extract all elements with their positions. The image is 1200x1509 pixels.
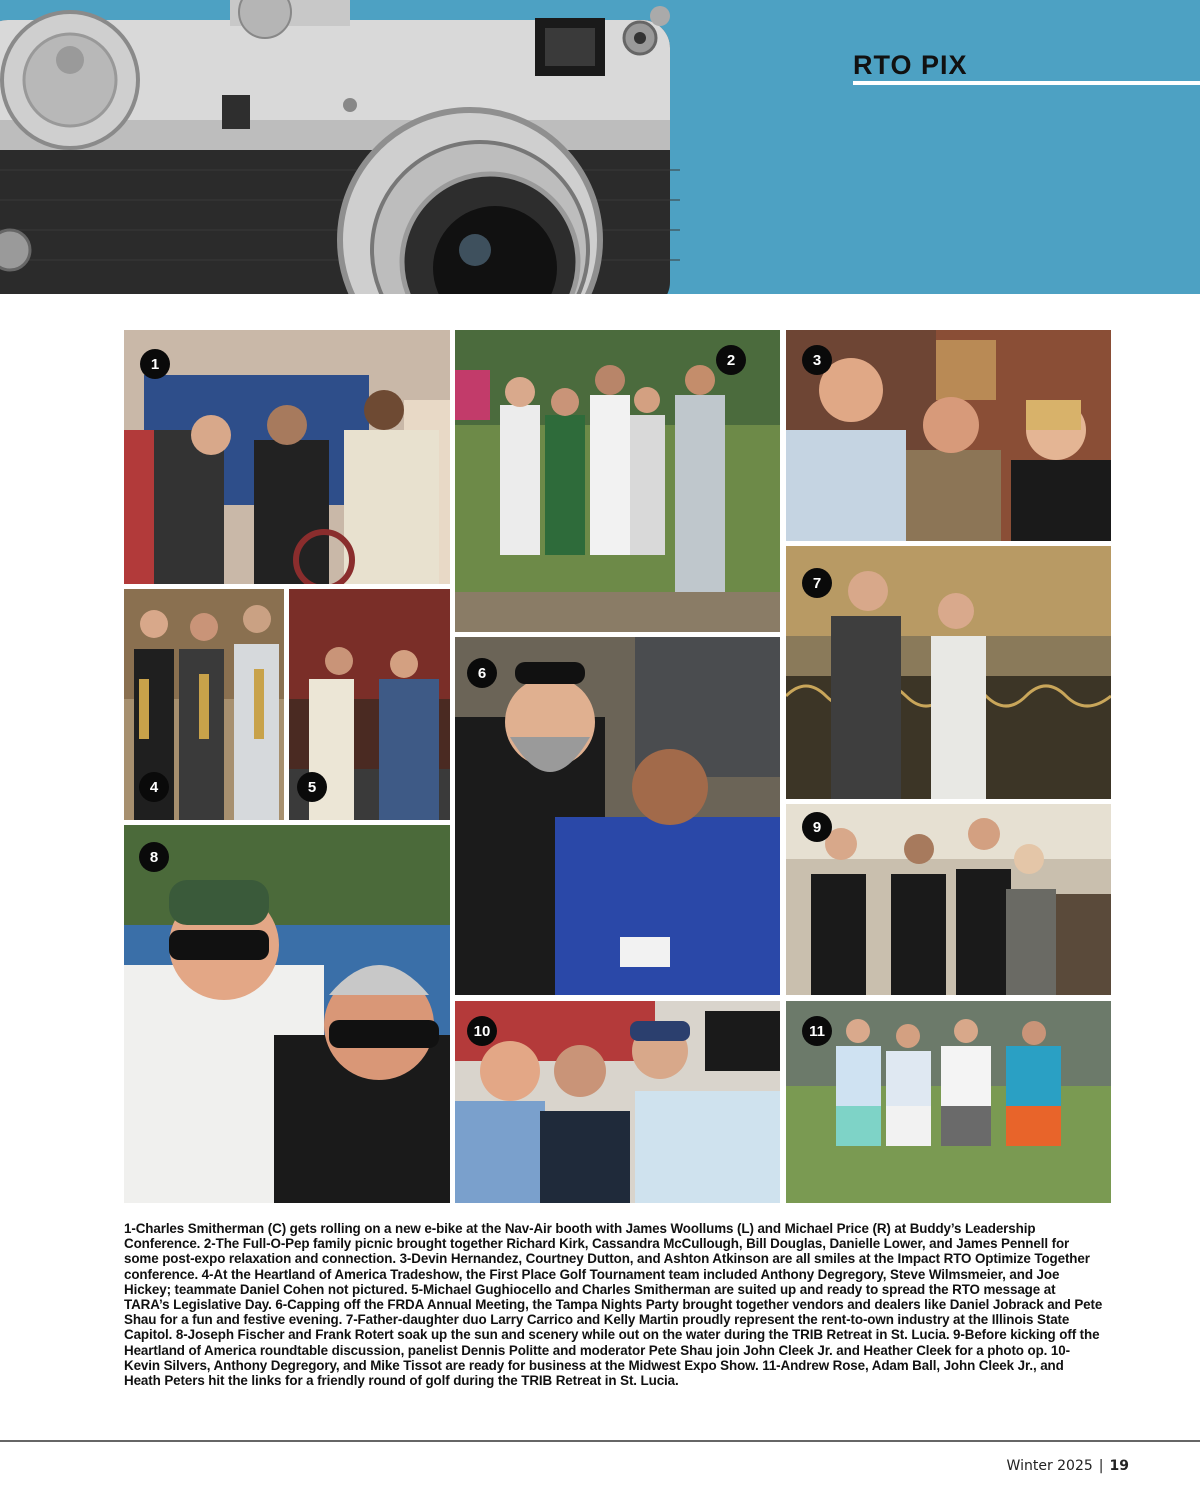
page-title: RTO PIX (853, 50, 968, 80)
photo-captions: 1-Charles Smitherman (C) gets rolling on a new e-bike at the Nav-Air booth with James Woollums (L) and Michael Price (R) at Buddy’s Leadership Conference. 2-The Full-O-Pep family picnic brought together Richard Kirk, Cassandra McCullough, Bill Douglas, Danielle Lower, and James Pennell for some post-expo relaxation and connection. 3-Devin Hernandez, Courtney Dutton, and Ashton Atkinson are all smiles at the Impact RTO Optimize Together conference. 4-At the Heartland of America Tradeshow, the First Place Golf Tournament team included Anthony Degregory, Steve Wilmsmeier, and Joe Hickey; teammate Daniel Cohen not pictured. 5-Michael Gughiocello and Charles Smitherman are suited up and ready to spread the RTO message at TARA’s Legislative Day. 6-Capping off the FRDA Annual Meeting, the Tampa Nights Party brought together vendors and dealers like Daniel Jobrack and Pete Shau for a fun and festive evening. 7-Father-daughter duo Larry Carrico and Kelly Martin proudly represent the rent-to-own industry at the Illinois State Capitol. 8-Joseph Fischer and Frank Rotert soak up the sun and scenery while out on the water during the TRIB Retreat in St. Lucia. 9-Before kicking off the Heartland of America roundtable discussion, panelist Dennis Politte and moderator Pete Shau join John Cleek Jr. and Heather Cleek for a photo op. 10-Kevin Silvers, Anthony Degregory, and Mike Tissot are ready for business at the Midwest Expo Show. 11-Andrew Rose, Adam Ball, John Cleek Jr., and Heath Peters hit the links for a friendly round of golf during the TRIB Retreat in St. Lucia. (124, 1221, 1103, 1389)
title-underline (853, 81, 1200, 85)
photo-number-badge: 3 (802, 345, 832, 375)
photo-7 (786, 546, 1111, 799)
footer-divider (0, 1440, 1200, 1442)
page-number: 19 (1109, 1458, 1129, 1474)
photo-number-badge: 7 (802, 568, 832, 598)
photo-1 (124, 330, 450, 584)
camera-illustration (0, 0, 680, 294)
photo-8 (124, 825, 450, 1203)
photo-number-badge: 6 (467, 658, 497, 688)
photo-3 (786, 330, 1111, 541)
header-banner (0, 0, 1200, 294)
photo-4 (124, 589, 284, 820)
photo-10 (455, 1001, 780, 1203)
photo-number-badge: 10 (467, 1016, 497, 1046)
photo-number-badge: 1 (140, 349, 170, 379)
photo-number-badge: 4 (139, 772, 169, 802)
issue-label: Winter 2025 (1006, 1458, 1093, 1474)
photo-11 (786, 1001, 1111, 1203)
photo-number-badge: 8 (139, 842, 169, 872)
photo-number-badge: 5 (297, 772, 327, 802)
page-folio (1007, 1458, 1129, 1474)
photo-2 (455, 330, 780, 632)
photo-6 (455, 637, 780, 995)
photo-number-badge: 11 (802, 1016, 832, 1046)
photo-number-badge: 2 (716, 345, 746, 375)
folio-separator: | (1098, 1458, 1104, 1474)
photo-number-badge: 9 (802, 812, 832, 842)
photo-9 (786, 804, 1111, 995)
photo-5 (289, 589, 450, 820)
